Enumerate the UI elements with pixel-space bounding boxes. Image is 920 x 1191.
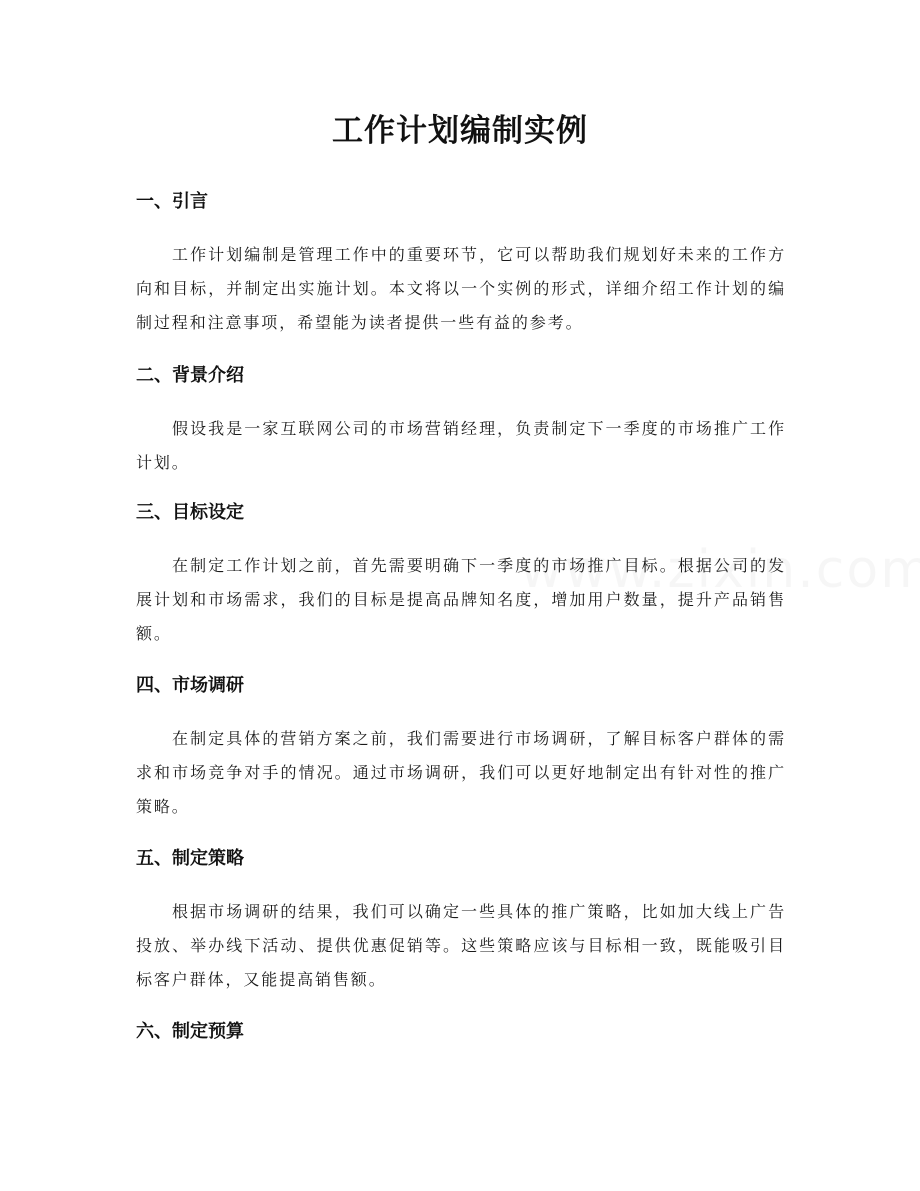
section-heading: 四、市场调研 xyxy=(136,675,244,696)
section-background xyxy=(136,362,786,480)
section-heading: 五、制定策略 xyxy=(136,848,244,869)
section-paragraph: 在制定具体的营销方案之前，我们需要进行市场调研，了解目标客户群体的需求和市场竞争对手的情况。通过市场调研，我们可以更好地制定出有针对性的推广策略。 xyxy=(136,729,786,816)
section-heading: 三、目标设定 xyxy=(136,502,244,523)
section-heading: 一、引言 xyxy=(136,191,208,212)
section-heading: 二、背景介绍 xyxy=(136,365,244,386)
section-market-research xyxy=(136,672,786,824)
section-goals xyxy=(136,499,786,651)
section-strategy xyxy=(136,845,786,997)
section-heading: 六、制定预算 xyxy=(136,1021,244,1042)
section-paragraph: 在制定工作计划之前，首先需要明确下一季度的市场推广目标。根据公司的发展计划和市场需求，我们的目标是提高品牌知名度，增加用户数量，提升产品销售额。 xyxy=(136,556,786,643)
section-paragraph: 根据市场调研的结果，我们可以确定一些具体的推广策略，比如加大线上广告投放、举办线下活动、提供优惠促销等。这些策略应该与目标相一致，既能吸引目标客户群体，又能提高销售额。 xyxy=(136,902,786,989)
section-budget xyxy=(136,1018,786,1046)
section-paragraph: 假设我是一家互联网公司的市场营销经理，负责制定下一季度的市场推广工作计划。 xyxy=(136,419,786,472)
section-introduction xyxy=(136,188,786,340)
page-title: 工作计划编制实例 xyxy=(332,113,588,149)
section-paragraph: 工作计划编制是管理工作中的重要环节，它可以帮助我们规划好未来的工作方向和目标，并制定出实施计划。本文将以一个实例的形式，详细介绍工作计划的编制过程和注意事项，希望能为读者提供一些有益的参考。 xyxy=(136,245,786,332)
